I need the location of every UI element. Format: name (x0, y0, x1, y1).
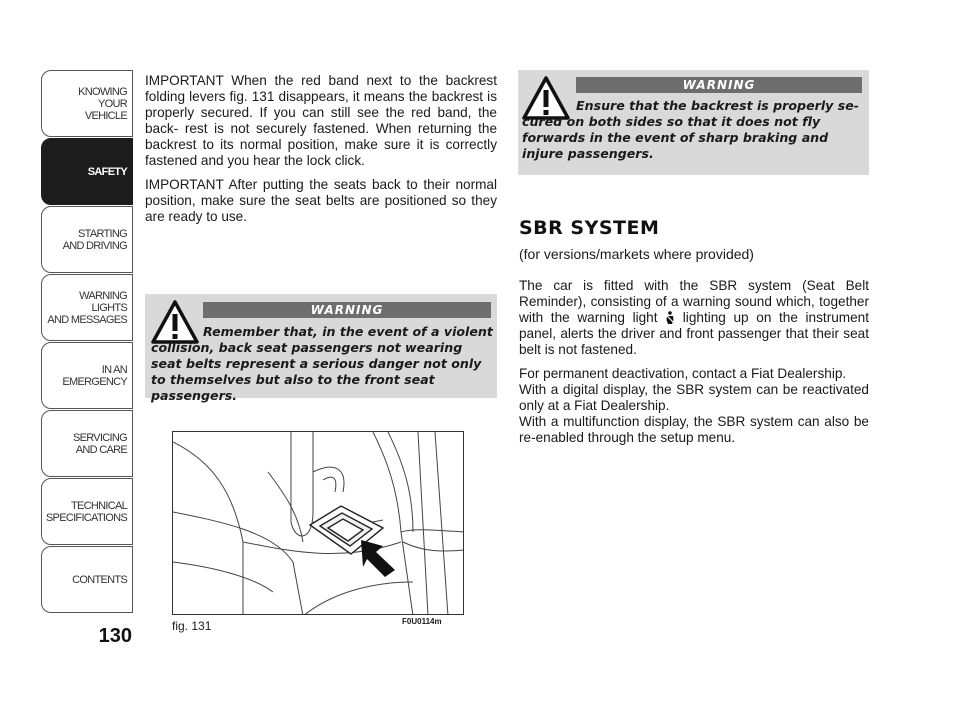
important-lead: IMPORTANT (145, 73, 224, 88)
figure-backrest-lever (172, 431, 464, 615)
paragraph-important-1 (145, 73, 497, 169)
section-subtitle: (for versions/markets where provided) (519, 246, 754, 262)
tab-safety[interactable] (41, 138, 133, 205)
backrest-lever-illustration (173, 432, 464, 615)
figure-code: F0U0114m (402, 617, 442, 626)
tab-label: SERVICING AND CARE (72, 431, 127, 456)
tab-technical-specifications[interactable] (41, 478, 133, 545)
chapter-tabs (41, 70, 133, 617)
paragraph-body: After putting the seats back to their normal position, make sure the seat belts are positioned so they are ready to use. (145, 177, 497, 224)
warning-title: WARNING (203, 302, 491, 318)
tab-label: SAFETY (87, 165, 127, 178)
tab-warning-lights-and-messages[interactable] (41, 274, 133, 341)
important-lead: IMPORTANT (145, 177, 224, 192)
tab-label: TECHNICAL SPECIFICATIONS (45, 499, 127, 524)
warning-text: Remember that, in the event of a violent collision, back seat passengers not wearing seat belts represent a serious danger not only to themselves but also to the front seat passengers. (151, 324, 493, 403)
sbr-paragraph-1 (519, 278, 869, 358)
tab-label: IN AN EMERGENCY (62, 363, 127, 388)
paragraph-body: The car is fitted with the SBR system (Seat Belt Reminder), consisting of a warning sound which, together with the warning light (519, 278, 869, 325)
tab-label: KNOWING YOUR VEHICLE (78, 85, 127, 122)
tab-contents[interactable] (41, 546, 133, 613)
page-number: 130 (98, 625, 132, 647)
paragraph-body: When the red band next to the backrest folding levers fig. 131 disappears, it means the backrest is properly secured. If you can still see the red band, the back- rest is not securely fastened. When returning the backrest to its normal position, make sure it is correctly fastened and you hear the lock click. (145, 73, 497, 168)
tab-label: CONTENTS (72, 573, 127, 586)
seatbelt-warning-icon (665, 311, 675, 324)
warning-box-seatbelts (145, 294, 497, 403)
left-column-text (145, 73, 497, 233)
warning-text: Ensure that the backrest is properly se- cured on both sides so that it does not fly forwards in the event of sharp braking and injure passengers. (522, 98, 859, 161)
tab-servicing-and-care[interactable] (41, 410, 133, 477)
paragraph-body: lighting up on the instrument panel, alerts the driver and front passenger that their seat belt is not fastened. (519, 310, 869, 357)
paragraph-important-2 (145, 177, 497, 225)
sbr-paragraph-3: With a digital display, the SBR system can be reactivated only at a Fiat Dealership. (519, 382, 869, 413)
tab-knowing-your-vehicle[interactable] (41, 70, 133, 137)
warning-title: WARNING (576, 77, 862, 93)
sbr-text (519, 278, 869, 446)
tab-in-an-emergency[interactable] (41, 342, 133, 409)
warning-box-backrest (518, 70, 869, 175)
tab-starting-and-driving[interactable] (41, 206, 133, 273)
figure-caption: fig. 131 (172, 619, 212, 633)
tab-label: STARTING AND DRIVING (62, 227, 127, 252)
sbr-paragraph-2: For permanent deactivation, contact a Fiat Dealership. (519, 366, 847, 381)
sbr-paragraph-4: With a multifunction display, the SBR system can also be re-enabled through the setup menu. (519, 414, 869, 445)
tab-label: WARNING LIGHTS AND MESSAGES (47, 289, 127, 326)
section-title: SBR SYSTEM (519, 217, 660, 239)
